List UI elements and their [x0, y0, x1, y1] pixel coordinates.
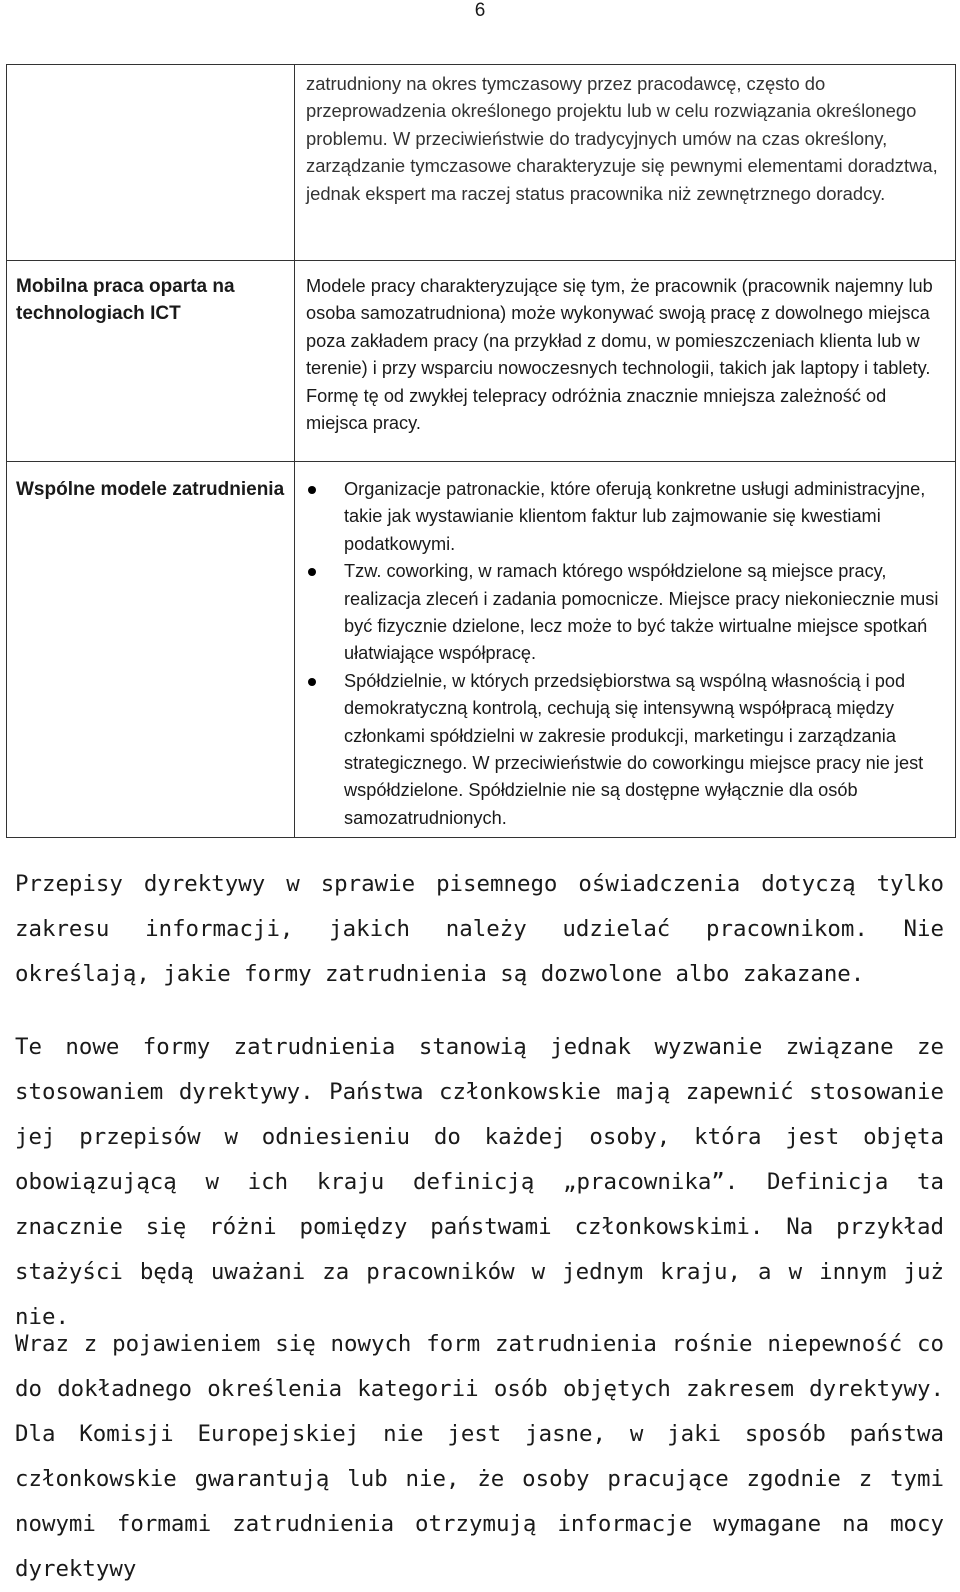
list-item	[306, 668, 945, 832]
description-cell	[295, 261, 956, 462]
body-paragraph: Te nowe formy zatrudnienia stanowią jednak wyzwanie związane ze stosowaniem dyrektywy. Państwa członkowskie mają zapewnić stosowanie jej przepisów w odniesieniu do każdej osoby, która jest objęta obowiązującą w ich kraju definicją „pracownika”. Definicja ta znacznie się różni pomiędzy państwami członkowskimi. Na przykład stażyści będą uważani za pracowników w jednym kraju, a w innym już nie.	[15, 1034, 944, 1331]
list-item-text: Organizacje patronackie, które oferują konkretne usługi administracyjne, takie jak wystawianie klientom faktur lub zajmowanie się kwestiami podatkowymi.	[344, 479, 926, 554]
description-cell	[295, 65, 956, 261]
table-row	[7, 261, 956, 462]
description-text: Modele pracy charakteryzujące się tym, że pracownik (pracownik najemny lub osoba samozatrudniona) może wykonywać swoją pracę z dowolnego miejsca poza zakładem pracy (na przykład z domu, w pomieszczeniach klienta lub w terenie) i przy wsparciu nowoczesnych technologii, takich jak laptopy i tablety. Formę tę od zwykłej telepracy odróżnia znacznie mniejsza zależność od miejsca pracy.	[306, 276, 933, 434]
term-cell	[7, 65, 295, 261]
description-cell	[295, 462, 956, 838]
page-number: 6	[474, 0, 486, 21]
definitions-table	[6, 64, 956, 838]
bullet-icon	[308, 486, 316, 494]
term-cell: Mobilna praca oparta na technologiach ICT	[7, 261, 295, 462]
body-paragraph: Przepisy dyrektywy w sprawie pisemnego oświadczenia dotyczą tylko zakresu informacji, jakich należy udzielać pracownikom. Nie określają, jakie formy zatrudnienia są dozwolone albo zakazane.	[15, 871, 944, 988]
description-text: zatrudniony na okres tymczasowy przez pracodawcę, często do przeprowadzenia określonego projektu lub w celu rozwiązania określonego problemu. W przeciwieństwie do tradycyjnych umów na czas określony, zarządzanie tymczasowe charakteryzuje się pewnymi elementami doradztwa, jednak ekspert ma raczej status pracownika niż zewnętrznego doradcy.	[306, 73, 938, 204]
list-item-text: Tzw. coworking, w ramach którego współdzielone są miejsce pracy, realizacja zleceń i zadania pomocnicze. Miejsce pracy niekoniecznie musi być fizycznie dzielone, lecz może to być także wirtualne miejsce spotkań ułatwiające współpracę.	[344, 561, 939, 664]
bullet-list	[306, 476, 945, 832]
table-row	[7, 65, 956, 261]
body-paragraph: Wraz z pojawieniem się nowych form zatrudnienia rośnie niepewność co do dokładnego określenia kategorii osób objętych zakresem dyrektywy. Dla Komisji Europejskiej nie jest jasne, w jaki sposób państwa członkowskie gwarantują lub nie, że osoby pracujące zgodnie z tymi nowymi formami zatrudnienia otrzymują informacje wymagane na mocy dyrektywy	[15, 1331, 944, 1583]
bullet-icon	[308, 678, 316, 686]
list-item	[306, 476, 945, 558]
bullet-icon	[308, 568, 316, 576]
list-item-text: Spółdzielnie, w których przedsiębiorstwa są wspólną własnością i pod demokratyczną kontrolą, cechują się intensywną współpracą między członkami spółdzielni w zakresie produkcji, marketingu i zarządzania strategicznego. W przeciwieństwie do coworkingu miejsce pracy nie jest współdzielone. Spółdzielnie nie są dostępne wyłącznie dla osób samozatrudnionych.	[344, 670, 924, 828]
term-cell: Wspólne modele zatrudnienia	[7, 462, 295, 838]
table-row	[7, 462, 956, 838]
list-item	[306, 558, 945, 668]
